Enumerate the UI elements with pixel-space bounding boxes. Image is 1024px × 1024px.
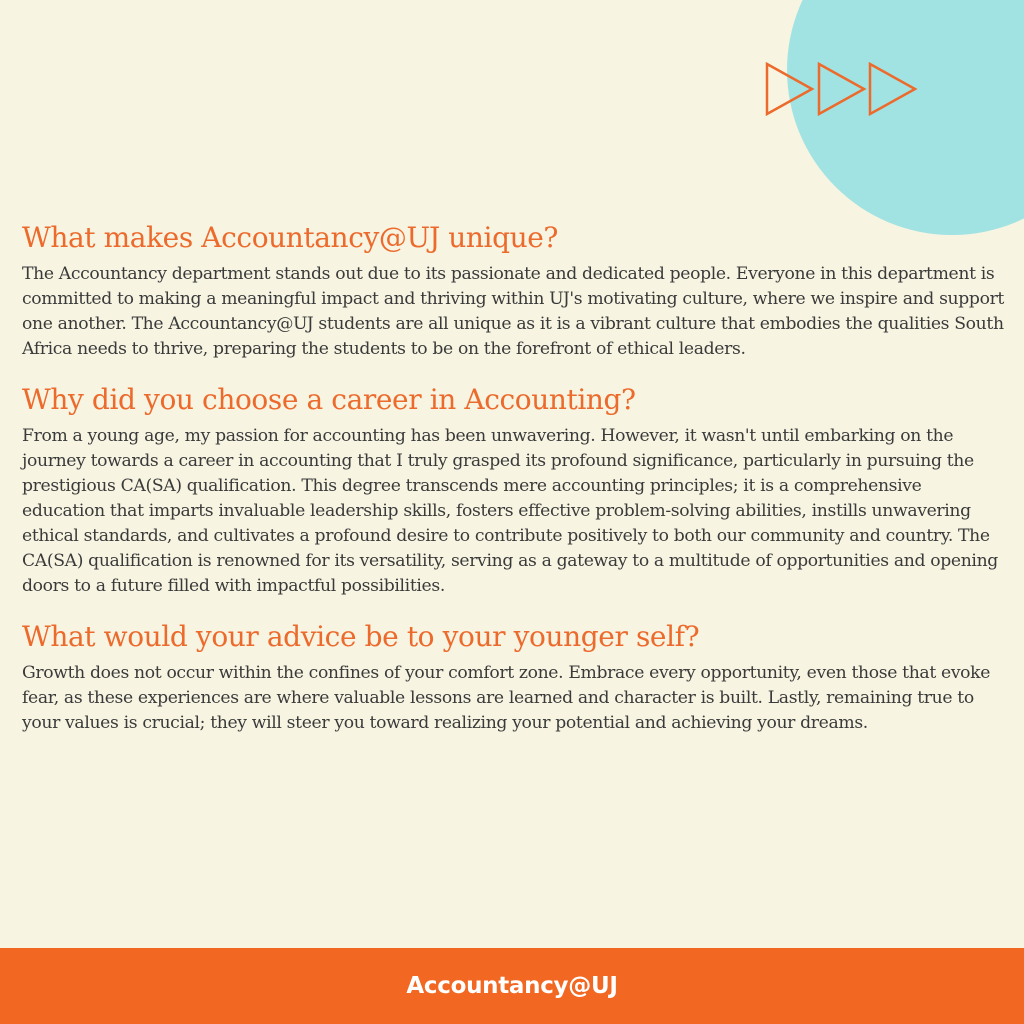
section-heading: What makes Accountancy@UJ unique? <box>22 221 559 254</box>
article-content <box>22 220 1007 756</box>
qa-section <box>22 619 1007 736</box>
qa-section <box>22 220 1007 362</box>
section-body: Growth does not occur within the confines of your comfort zone. Embrace every opportunity, even those that evoke fear, as these experiences are where valuable lessons are learned and character is built. Lastly, remaining true to your values is crucial; they will steer you toward realizing your potential and achieving your dreams. <box>22 663 991 733</box>
section-body: The Accountancy department stands out due to its passionate and dedicated people. Everyone in this department is committed to making a meaningful impact and thriving within UJ's motivating culture, where we inspire and support one another. The Accountancy@UJ students are all unique as it is a vibrant culture that embodies the qualities South Africa needs to thrive, preparing the students to be on the forefront of ethical leaders. <box>22 264 1004 359</box>
section-heading: Why did you choose a career in Accounting? <box>22 383 636 416</box>
play-arrow-icon <box>819 64 864 114</box>
qa-section <box>22 382 1007 599</box>
play-arrow-icon <box>767 64 812 114</box>
section-heading: What would your advice be to your younger self? <box>22 620 700 653</box>
footer-brand-label: Accountancy@UJ <box>406 973 618 999</box>
decorative-teal-circle <box>787 0 1024 235</box>
section-body: From a young age, my passion for accounting has been unwavering. However, it wasn't until embarking on the journey towards a career in accounting that I truly grasped its profound significance, particularly in pursuing the prestigious CA(SA) qualification. This degree transcends mere accounting principles; it is a comprehensive education that imparts invaluable leadership skills, fosters effective problem-solving abilities, instills unwavering ethical standards, and cultivates a profound desire to contribute positively to both our community and country. The CA(SA) qualification is renowned for its versatility, serving as a gateway to a multitude of opportunities and opening doors to a future filled with impactful possibilities. <box>22 426 998 596</box>
footer-bar <box>0 948 1024 1024</box>
play-arrow-icon <box>870 64 915 114</box>
arrow-decoration <box>764 62 918 116</box>
